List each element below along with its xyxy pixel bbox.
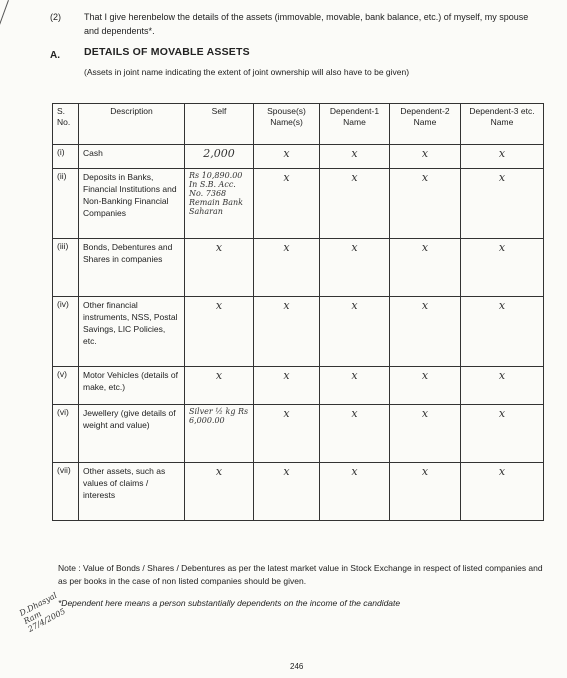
- row-dependent-1: x: [320, 463, 390, 521]
- table-row: [53, 239, 544, 297]
- header-spouse: Spouse(s) Name(s): [254, 104, 320, 145]
- row-description: Cash: [79, 145, 185, 169]
- row-sno: (iii): [53, 239, 79, 297]
- row-sno: (v): [53, 367, 79, 405]
- row-sno: (ii): [53, 169, 79, 239]
- header-dependent-2: Dependent-2 Name: [390, 104, 461, 145]
- table-row: [53, 297, 544, 367]
- row-dependent-2: x: [390, 239, 461, 297]
- row-sno: (i): [53, 145, 79, 169]
- page-number: 246: [290, 662, 304, 671]
- row-dependent-2: x: [390, 297, 461, 367]
- row-self: x: [185, 297, 254, 367]
- row-description: Bonds, Debentures and Shares in companies: [79, 239, 185, 297]
- row-self: Silver ½ kg Rs 6,000.00: [185, 405, 254, 463]
- row-spouse: x: [254, 239, 320, 297]
- row-dependent-3: x: [461, 297, 544, 367]
- row-self: x: [185, 239, 254, 297]
- row-dependent-3: x: [461, 367, 544, 405]
- row-dependent-2: x: [390, 367, 461, 405]
- table-header-row: [53, 104, 544, 145]
- corner-mark: [0, 0, 9, 38]
- row-spouse: x: [254, 367, 320, 405]
- intro-number: (2): [50, 12, 61, 22]
- header-description: Description: [79, 104, 185, 145]
- row-self: Rs 10,890.00 In S.B. Acc. No. 7368 Remain Bank Saharan: [185, 169, 254, 239]
- row-description: Motor Vehicles (details of make, etc.): [79, 367, 185, 405]
- section-letter: A.: [50, 50, 60, 61]
- row-dependent-1: x: [320, 405, 390, 463]
- row-description: Other assets, such as values of claims / interests: [79, 463, 185, 521]
- valuation-note: Note : Value of Bonds / Shares / Debentures as per the latest market value in Stock Exchange in respect of listed companies and as per books in the case of non listed companies should be given.: [58, 563, 543, 586]
- row-dependent-2: x: [390, 463, 461, 521]
- row-dependent-1: x: [320, 367, 390, 405]
- row-spouse: x: [254, 169, 320, 239]
- row-description: Deposits in Banks, Financial Institutions and Non-Banking Financial Companies: [79, 169, 185, 239]
- table-row: [53, 169, 544, 239]
- row-self: 2,000: [185, 145, 254, 169]
- row-dependent-3: x: [461, 169, 544, 239]
- header-self: Self: [185, 104, 254, 145]
- header-dependent-3: Dependent-3 etc. Name: [461, 104, 544, 145]
- row-spouse: x: [254, 405, 320, 463]
- row-description: Other financial instruments, NSS, Postal Savings, LIC Policies, etc.: [79, 297, 185, 367]
- intro-text: That I give herenbelow the details of the assets (immovable, movable, bank balance, etc.) of myself, my spouse and dependents*.: [84, 12, 529, 36]
- row-dependent-1: x: [320, 145, 390, 169]
- header-sno: S. No.: [53, 104, 79, 145]
- row-spouse: x: [254, 145, 320, 169]
- section-subtitle: (Assets in joint name indicating the extent of joint ownership will also have to be given): [84, 67, 410, 77]
- row-sno: (vii): [53, 463, 79, 521]
- table-row: [53, 405, 544, 463]
- table-row: [53, 367, 544, 405]
- row-self: x: [185, 463, 254, 521]
- row-dependent-3: x: [461, 405, 544, 463]
- row-dependent-2: x: [390, 169, 461, 239]
- row-dependent-3: x: [461, 145, 544, 169]
- header-dependent-1: Dependent-1 Name: [320, 104, 390, 145]
- movable-assets-table: [52, 103, 544, 521]
- row-dependent-2: x: [390, 405, 461, 463]
- table-row: [53, 463, 544, 521]
- table-row: [53, 145, 544, 169]
- row-description: Jewellery (give details of weight and value): [79, 405, 185, 463]
- row-dependent-3: x: [461, 463, 544, 521]
- row-dependent-1: x: [320, 297, 390, 367]
- row-spouse: x: [254, 463, 320, 521]
- row-self: x: [185, 367, 254, 405]
- dependent-footnote: *Dependent here means a person substantially dependents on the income of the candidate: [58, 598, 401, 608]
- row-sno: (iv): [53, 297, 79, 367]
- signature: D.Dhasyal Ram 27/4/2005: [18, 590, 67, 634]
- row-dependent-2: x: [390, 145, 461, 169]
- row-sno: (vi): [53, 405, 79, 463]
- row-spouse: x: [254, 297, 320, 367]
- row-dependent-3: x: [461, 239, 544, 297]
- row-dependent-1: x: [320, 169, 390, 239]
- row-dependent-1: x: [320, 239, 390, 297]
- section-title: DETAILS OF MOVABLE ASSETS: [84, 46, 250, 58]
